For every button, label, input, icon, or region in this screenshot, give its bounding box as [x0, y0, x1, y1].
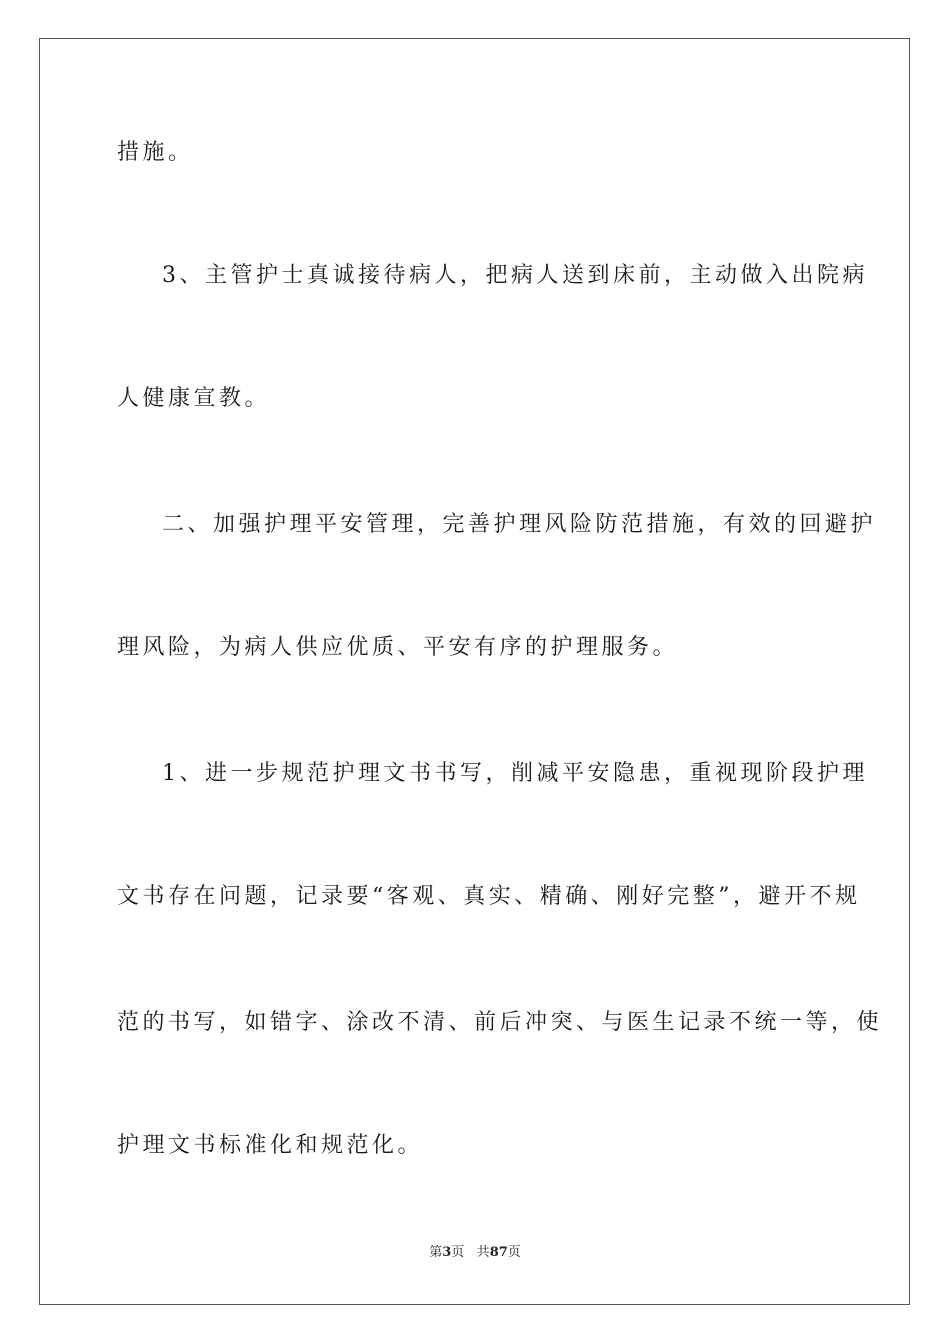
paragraph-line: 二、加强护理平安管理，完善护理风险防范措施，有效的回避护: [162, 512, 877, 537]
total-suffix: 页: [507, 1245, 521, 1260]
paragraph-line: 3、主管护士真诚接待病人，把病人送到床前，主动做入出院病: [162, 263, 868, 288]
paragraph-line: 措施。: [117, 140, 194, 165]
paragraph-line: 文书存在问题，记录要“客观、真实、精确、刚好完整”，避开不规: [117, 884, 861, 909]
page-border: [39, 38, 910, 1305]
page-footer: [0, 1244, 950, 1262]
paragraph-line: 范的书写，如错字、涂改不清、前后冲突、与医生记录不统一等，使: [117, 1010, 883, 1035]
paragraph-line: 1、进一步规范护理文书书写，削减平安隐患，重视现阶段护理: [162, 761, 868, 786]
page-prefix: 第: [429, 1245, 443, 1260]
total-pages: 87: [489, 1245, 508, 1260]
paragraph-line: 理风险，为病人供应优质、平安有序的护理服务。: [117, 635, 679, 660]
page-suffix: 页: [451, 1245, 465, 1260]
paragraph-line: 护理文书标准化和规范化。: [117, 1133, 424, 1158]
paragraph-line: 人健康宣教。: [117, 386, 271, 411]
total-prefix: 共: [476, 1245, 490, 1260]
page-number: 3: [442, 1245, 452, 1260]
